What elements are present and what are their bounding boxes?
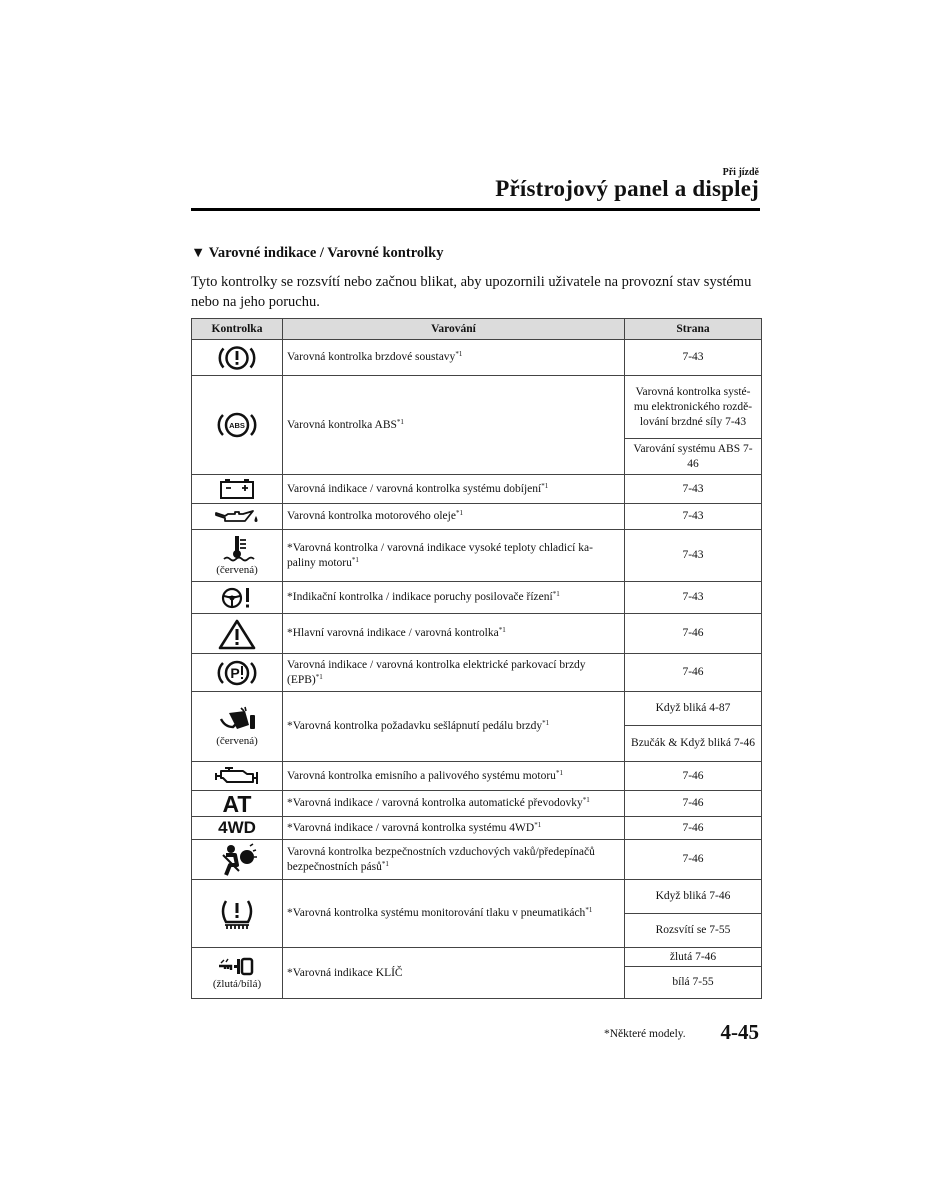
warning-description: *Varovná kontrolka / varovná indikace vysoké teploty chladicí ka-paliny motoru$^{*1}$	[283, 530, 625, 582]
warning-description: *Varovná indikace KLÍČ	[283, 948, 625, 999]
table-row	[192, 475, 762, 504]
warning-description: Varovná kontrolka emisního a palivového systému motoru$^{*1}$	[283, 762, 625, 791]
icon-caption: (žlutá/bílá)	[212, 977, 262, 990]
master-warning-icon	[192, 614, 283, 654]
warning-lights-table	[191, 318, 762, 999]
page-reference: 7-43	[625, 340, 762, 376]
section-subheading: ▼ Varovné indikace / Varovné kontrolky	[191, 245, 444, 261]
warning-description: *Indikační kontrolka / indikace poruchy posilovače řízení$^{*1}$	[283, 582, 625, 614]
table-header-row	[192, 319, 762, 340]
page-reference: 7-43	[625, 530, 762, 582]
key-icon	[192, 948, 283, 999]
page-reference: Když bliká 7-46	[625, 880, 762, 914]
page-reference: 7-46	[625, 817, 762, 840]
page-reference: 7-46	[625, 840, 762, 880]
icon-caption: (červená)	[216, 735, 258, 747]
page-reference: 7-43	[625, 504, 762, 530]
check-engine-icon	[192, 762, 283, 791]
page-reference: žlutá 7-46	[625, 948, 762, 967]
battery-icon	[192, 475, 283, 504]
power-steering-icon	[192, 582, 283, 614]
column-header: Kontrolka	[192, 319, 283, 340]
table-row	[192, 817, 762, 840]
table-row	[192, 582, 762, 614]
title-rule	[191, 208, 760, 211]
warning-description: Varovná kontrolka brzdové soustavy$^{*1}$	[283, 340, 625, 376]
warning-description: Varovná kontrolka motorového oleje$^{*1}$	[283, 504, 625, 530]
warning-description: *Varovná kontrolka požadavku sešlápnutí pedálu brzdy$^{*1}$	[283, 692, 625, 762]
page-title: Přístrojový panel a displej	[495, 176, 759, 201]
abs-warning-icon	[192, 376, 283, 475]
svg-text:P: P	[230, 664, 240, 681]
icon-caption: (červená)	[216, 564, 258, 576]
column-header: Strana	[625, 319, 762, 340]
tpms-icon	[192, 880, 283, 948]
page-reference: 7-46	[625, 791, 762, 817]
page-reference: Rozsvítí se 7-55	[625, 914, 762, 948]
warning-description: Varovná indikace / varovná kontrolka elektrické parkovací brzdy (EPB)$^{*1}$	[283, 654, 625, 692]
warning-description: *Varovná indikace / varovná kontrolka automatické převodovky$^{*1}$	[283, 791, 625, 817]
section-label: Při jízdě	[722, 167, 759, 178]
page-reference: 7-43	[625, 582, 762, 614]
brake-warning-icon	[192, 340, 283, 376]
page-reference: 7-43	[625, 475, 762, 504]
table-row	[192, 880, 762, 914]
table-row	[192, 340, 762, 376]
table-row	[192, 530, 762, 582]
table-row	[192, 692, 762, 726]
table-row	[192, 762, 762, 791]
page-reference: 7-46	[625, 654, 762, 692]
epb-icon	[192, 654, 283, 692]
table-row	[192, 791, 762, 817]
warning-description: Varovná kontrolka ABS$^{*1}$	[283, 376, 625, 475]
coolant-temperature-icon	[192, 530, 283, 582]
warning-description: *Hlavní varovná indikace / varovná kontrolka$^{*1}$	[283, 614, 625, 654]
page-reference: Varovná kontrolka systé-mu elektronického rozdě-lování brzdné síly 7-43	[625, 376, 762, 439]
oil-can-icon	[192, 504, 283, 530]
intro-paragraph: Tyto kontrolky se rozsvítí nebo začnou blikat, aby upozornili uživatele na provozní stav systému nebo na jeho poruchu.	[191, 274, 752, 310]
page-reference: bílá 7-55	[625, 967, 762, 999]
at-icon: AT	[192, 791, 283, 817]
table-row	[192, 948, 762, 967]
table-row	[192, 654, 762, 692]
page-reference: Bzučák & Když bliká 7-46	[625, 726, 762, 762]
warning-description: Varovná kontrolka bezpečnostních vzduchových vaků/předepínačů bezpečnostních pásů$^{*1}$	[283, 840, 625, 880]
warning-description: *Varovná indikace / varovná kontrolka systému 4WD$^{*1}$	[283, 817, 625, 840]
brake-pedal-icon	[192, 692, 283, 762]
page-reference: Varování systému ABS 7-46	[625, 439, 762, 475]
table-row	[192, 504, 762, 530]
warning-description: *Varovná kontrolka systému monitorování tlaku v pneumatikách$^{*1}$	[283, 880, 625, 948]
table-row	[192, 376, 762, 439]
footnote: *Některé modely.	[604, 1028, 686, 1040]
column-header: Varování	[283, 319, 625, 340]
table-row	[192, 614, 762, 654]
page-reference: Když bliká 4-87	[625, 692, 762, 726]
page-reference: 7-46	[625, 614, 762, 654]
4wd-icon: 4WD	[192, 817, 283, 840]
warning-description: Varovná indikace / varovná kontrolka systému dobíjení$^{*1}$	[283, 475, 625, 504]
svg-text:ABS: ABS	[229, 421, 245, 430]
airbag-icon	[192, 840, 283, 880]
page-reference: 7-46	[625, 762, 762, 791]
table-row	[192, 840, 762, 880]
page-number: 4-45	[720, 1020, 759, 1044]
